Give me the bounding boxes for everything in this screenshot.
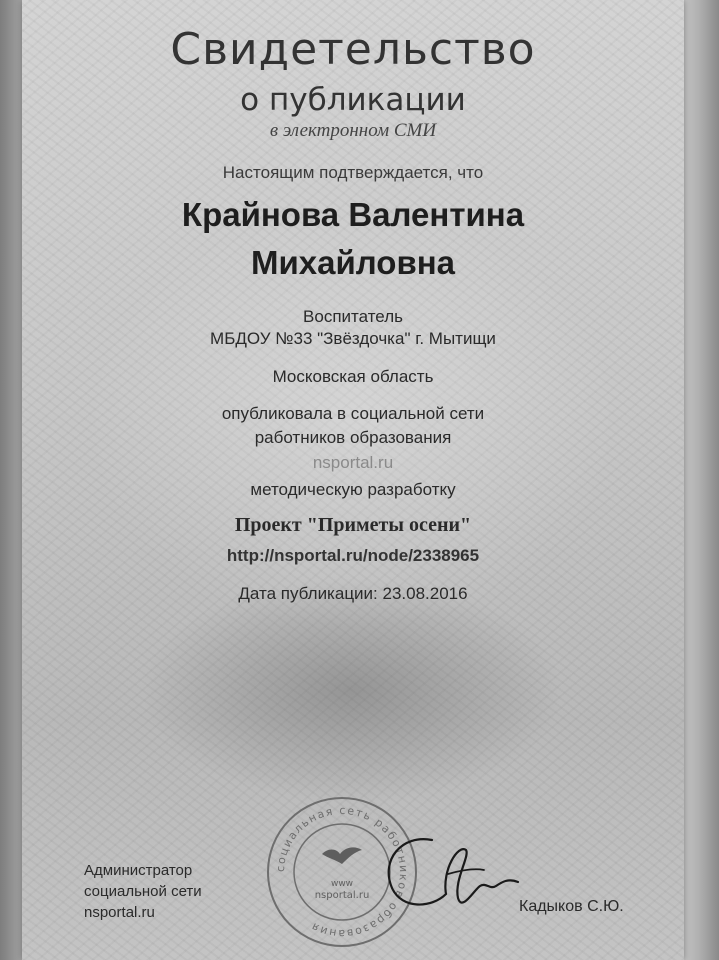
confirm-text: Настоящим подтверждается, что bbox=[222, 163, 484, 182]
bird-icon bbox=[322, 847, 362, 864]
work-url: http://nsportal.ru/node/2338965 bbox=[226, 546, 480, 565]
recipient-position: Воспитатель bbox=[303, 307, 403, 326]
recipient-organization: МБДОУ №33 "Звёздочка" г. Мытищи bbox=[210, 329, 496, 348]
stamp-ring-text: социальная сеть работников образования bbox=[273, 803, 411, 941]
recipient-name-line1: Крайнова Валентина bbox=[181, 196, 525, 233]
published-line1: опубликовала в социальной сети bbox=[221, 404, 485, 423]
recipient-name-line2: Михайловна bbox=[250, 244, 456, 281]
handwritten-signature bbox=[362, 820, 532, 930]
site-name: nsportal.ru bbox=[312, 453, 394, 472]
background-right bbox=[679, 0, 719, 960]
work-type: методическую разработку bbox=[250, 480, 456, 499]
stamp-www: www bbox=[330, 879, 354, 889]
admin-line2: социальной сети bbox=[84, 883, 202, 900]
admin-block bbox=[84, 860, 202, 923]
certificate-subtitle: о публикации bbox=[240, 82, 466, 118]
signer-name: Кадыков С.Ю. bbox=[519, 898, 624, 915]
stamp-site: nsportal.ru bbox=[314, 890, 370, 901]
certificate-sheet bbox=[22, 0, 684, 960]
published-line2: работников образования bbox=[254, 428, 452, 447]
admin-line3: nsportal.ru bbox=[84, 904, 155, 921]
work-title: Проект "Приметы осени" bbox=[234, 514, 472, 536]
certificate-title: Свидетельство bbox=[170, 24, 536, 75]
publication-date: Дата публикации: 23.08.2016 bbox=[238, 584, 468, 603]
recipient-region: Московская область bbox=[272, 367, 434, 386]
media-line: в электронном СМИ bbox=[269, 120, 437, 141]
admin-line1: Администратор bbox=[84, 862, 193, 879]
